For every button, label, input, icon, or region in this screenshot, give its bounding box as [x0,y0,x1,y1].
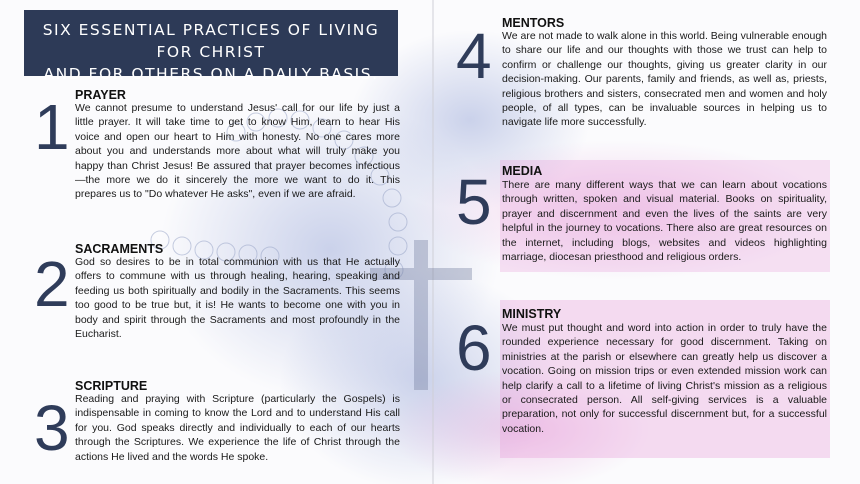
header-title-line-1: SIX ESSENTIAL PRACTICES OF LIVING FOR CHRIST [42,21,380,61]
section-title: MEDIA [502,164,543,178]
section-text: We cannot presume to understand Jesus' call for our life by just a little prayer. It will take time to get to know Him, learn to hear His voice and open our heart to Him with honesty. No one cares more about you and understands more about what will truly make you happy than Christ Jesus! Be assured that prayer becomes infectious—the more we do it sincerely the more we want to do it. This prepares us to "Do whatever He asks", even if we are afraid. [75,102,400,201]
section-title: MENTORS [502,16,565,30]
section-title: SACRAMENTS [75,242,164,256]
section-title: PRAYER [75,88,126,102]
section-text: There are many different ways that we can learn about vocations through written, spoken and visual material. Books on spirituality, prayer and discernment and even the lives of the saints are very helpful in the journey to vocations. There also are great resources on the internet, including blogs, websites and videos highlighting marriage, diocesan priesthood and religious orders. [502,179,827,264]
header-title-line-2: AND FOR OTHERS ON A DAILY BASIS. [43,65,379,83]
section-number: 1 [34,91,70,163]
section-number: 4 [456,20,492,92]
section-title: MINISTRY [502,307,562,321]
section-number: 5 [456,166,492,238]
section-number: 6 [456,312,492,384]
section-text: We must put thought and word into action in order to truly have the rounded experience necessary for good discernment. Taking on ministries at the parish or elsewhere can greatly help us discover a vocation. Going on mission trips or even extended mission work can help clarify a call to a lifetime of living Christ's mission as a religious or consecrated person. All self-giving services is a valuable preparation, not only for successful discernment but, for a successful vocation. [502,322,827,435]
section-number: 3 [34,392,70,464]
section-number: 2 [34,248,70,320]
section-text: Reading and praying with Scripture (particularly the Gospels) is indispensable in coming to know the Lord and to understand His call for you. God speaks directly and individually to each of our hearts through the Scriptures. We experience the life of Christ through the actions He lived and the words He spoke. [75,393,400,463]
section-text: We are not made to walk alone in this world. Being vulnerable enough to share our life and our thoughts with those we trust can help to confirm or challenge our thoughts, giving us greater clarity in our decision-making. Our parents, family and friends, as well as, priests, religious brothers and sisters, consecrated men and women and holy people, of all types, can be invaluable sources in helping us to navigate life more successfully. [502,30,827,129]
page-header-banner [24,10,398,83]
section-text: God so desires to be in total communion with us that He actually offers to commune with us through healing, hearing, speaking and feeding us both spiritually and bodily in the Sacraments. This seems too good to be true but, it is! He wants to become one with you in body and spirit through the Sacraments and most profoundly in the Eucharist. [75,256,400,341]
section-title: SCRIPTURE [75,379,148,393]
